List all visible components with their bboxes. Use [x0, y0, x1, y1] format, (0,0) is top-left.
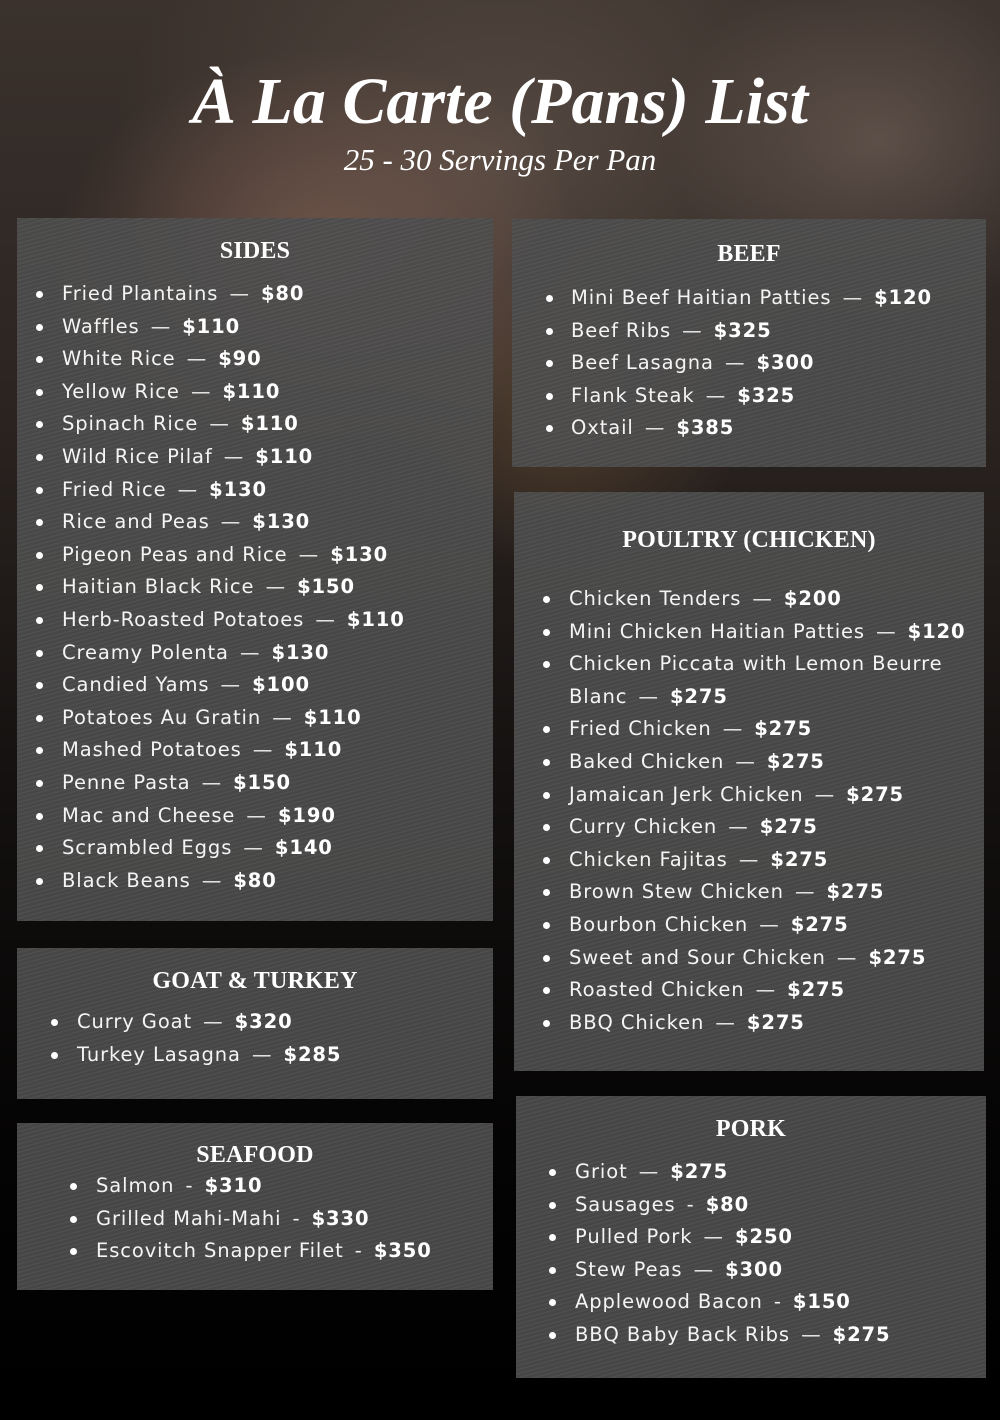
item-separator: —: [752, 587, 773, 610]
item-price: $80: [705, 1192, 750, 1216]
item-separator: -: [185, 1174, 194, 1197]
item-name: Sausages: [575, 1192, 676, 1216]
item-separator: —: [315, 607, 336, 631]
goat-turkey-panel: [17, 948, 493, 1099]
item-separator: —: [203, 1010, 224, 1033]
menu-list: [17, 278, 493, 897]
item-name: Rice and Peas: [62, 510, 210, 534]
menu-item: [17, 702, 493, 735]
item-name: Bourbon Chicken: [569, 912, 749, 936]
item-separator: —: [243, 836, 264, 860]
item-price: $300: [725, 1257, 783, 1281]
item-name: Jamaican Jerk Chicken: [569, 782, 804, 806]
item-price: $275: [754, 717, 813, 741]
item-separator: —: [715, 1010, 736, 1034]
menu-item: [17, 441, 493, 474]
item-name: Baked Chicken: [569, 749, 725, 773]
item-price: $110: [222, 379, 281, 403]
menu-item: [514, 942, 984, 975]
item-price: $325: [737, 383, 796, 407]
menu-item: [17, 1235, 493, 1268]
item-name: Chicken Tenders: [569, 587, 742, 610]
item-separator: —: [150, 314, 172, 338]
item-name: Mini Chicken Haitian Patties: [569, 619, 865, 643]
item-price: $130: [271, 640, 330, 664]
item-name: BBQ Baby Back Ribs: [575, 1322, 790, 1346]
section-title: BEEF: [717, 241, 781, 267]
item-name: Griot: [575, 1160, 628, 1183]
item-price: $275: [832, 1322, 891, 1346]
menu-item: [17, 376, 493, 409]
seafood-panel: [17, 1123, 493, 1290]
menu-item: [17, 408, 493, 441]
item-name: Fried Plantains: [62, 282, 219, 305]
item-name: Roasted Chicken: [569, 978, 745, 1002]
section-title: SEAFOOD: [196, 1142, 314, 1168]
item-name: Scrambled Eggs: [62, 836, 233, 860]
item-name: Yellow Rice: [62, 379, 180, 403]
item-separator: —: [223, 444, 245, 468]
item-name: Pulled Pork: [575, 1225, 693, 1249]
item-price: $80: [233, 868, 277, 892]
item-name: Pigeon Peas and Rice: [62, 542, 288, 566]
item-price: $110: [346, 607, 405, 631]
item-price: $150: [233, 770, 291, 794]
item-separator: —: [229, 282, 250, 305]
item-price: $275: [759, 815, 818, 839]
menu-item: [514, 648, 984, 713]
menu-item: [514, 876, 984, 909]
menu-item: [516, 1319, 986, 1352]
item-separator: —: [186, 347, 208, 371]
menu-item: [514, 616, 984, 649]
item-name: Potatoes Au Gratin: [62, 705, 262, 729]
section-title: GOAT & TURKEY: [152, 968, 358, 994]
item-separator: —: [801, 1322, 822, 1346]
item-separator: —: [638, 1160, 660, 1183]
item-separator: —: [814, 782, 836, 806]
menu-item: [17, 865, 493, 898]
item-price: $110: [303, 705, 362, 729]
menu-item: [514, 779, 984, 812]
menu-item: [17, 832, 493, 865]
menu-item: [17, 506, 493, 539]
item-name: Escovitch Snapper Filet: [96, 1239, 344, 1263]
item-price: $275: [787, 978, 845, 1002]
menu-list: [17, 1170, 493, 1268]
menu-item: [17, 767, 493, 800]
menu-item: [514, 583, 984, 616]
menu-item: [516, 1156, 986, 1189]
item-price: $275: [669, 684, 728, 708]
item-separator: —: [272, 705, 293, 729]
item-separator: —: [703, 1225, 724, 1249]
item-price: $200: [783, 587, 842, 610]
item-separator: —: [190, 379, 212, 403]
item-price: $130: [252, 510, 311, 534]
item-price: $275: [670, 1160, 729, 1183]
menu-item: [17, 734, 493, 767]
item-price: $275: [766, 749, 825, 773]
menu-item: [516, 1189, 986, 1222]
item-name: Salmon: [96, 1174, 175, 1197]
page-subtitle: 25 - 30 Servings Per Pan: [343, 142, 657, 177]
item-separator: —: [201, 770, 222, 794]
poultry-panel: [514, 492, 984, 1071]
menu-item: [514, 974, 984, 1007]
item-name: Candied Yams: [62, 673, 210, 697]
item-price: $110: [284, 738, 343, 762]
item-separator: -: [773, 1290, 782, 1314]
menu-item: [17, 311, 493, 344]
item-separator: —: [644, 416, 666, 440]
item-price: $150: [297, 575, 355, 599]
item-price: $350: [373, 1239, 432, 1263]
item-name: Black Beans: [62, 868, 191, 892]
item-price: $100: [252, 673, 310, 697]
menu-item: [516, 1221, 986, 1254]
sides-panel: [17, 218, 493, 921]
item-name: BBQ Chicken: [569, 1010, 705, 1034]
menu-item: [514, 909, 984, 942]
item-name: Mashed Potatoes: [62, 738, 242, 762]
menu-item: [17, 637, 493, 670]
menu-item: [512, 347, 986, 380]
item-name: Sweet and Sour Chicken: [569, 945, 826, 969]
item-separator: —: [265, 575, 286, 599]
item-separator: —: [705, 383, 727, 407]
page-title: À La Carte (Pans) List: [191, 65, 808, 138]
section-title: SIDES: [219, 238, 291, 264]
item-price: $110: [182, 314, 241, 338]
item-name: Creamy Polenta: [62, 640, 229, 664]
menu-list: [512, 282, 986, 445]
item-price: $385: [676, 416, 735, 440]
menu-header: [0, 62, 1000, 178]
menu-item: [17, 1006, 493, 1039]
item-name: White Rice: [62, 347, 176, 371]
menu-item: [17, 343, 493, 376]
menu-list: [514, 583, 984, 1039]
item-name: Grilled Mahi-Mahi: [96, 1206, 282, 1230]
item-price: $80: [260, 282, 305, 305]
item-price: $320: [234, 1010, 293, 1033]
item-separator: —: [755, 978, 777, 1002]
menu-item: [514, 1007, 984, 1040]
item-separator: —: [842, 286, 863, 309]
item-separator: -: [686, 1192, 695, 1216]
menu-item: [514, 811, 984, 844]
menu-item: [17, 604, 493, 637]
item-separator: —: [239, 640, 261, 664]
item-separator: —: [738, 847, 760, 871]
item-price: $310: [204, 1174, 263, 1197]
item-price: $190: [277, 803, 336, 827]
item-name: Applewood Bacon: [575, 1290, 763, 1314]
item-price: $250: [735, 1225, 793, 1249]
menu-item: [512, 380, 986, 413]
item-separator: —: [246, 803, 267, 827]
menu-item: [512, 282, 986, 315]
menu-item: [514, 844, 984, 877]
item-name: Flank Steak: [571, 383, 695, 407]
item-price: $90: [218, 347, 262, 371]
item-name: Turkey Lasagna: [77, 1042, 241, 1066]
item-price: $275: [746, 1010, 805, 1034]
menu-item: [17, 539, 493, 572]
item-separator: —: [220, 510, 242, 534]
menu-item: [17, 669, 493, 702]
menu-item: [516, 1254, 986, 1287]
item-separator: —: [251, 1042, 273, 1066]
item-price: $275: [770, 847, 829, 871]
item-separator: —: [177, 477, 199, 501]
item-name: Stew Peas: [575, 1257, 683, 1281]
item-separator: —: [722, 717, 744, 741]
item-separator: —: [876, 619, 897, 643]
item-separator: —: [252, 738, 274, 762]
item-separator: —: [794, 880, 816, 904]
menu-item: [512, 412, 986, 445]
item-name: Mini Beef Haitian Patties: [571, 286, 832, 309]
item-name: Haitian Black Rice: [62, 575, 255, 599]
item-price: $110: [240, 412, 299, 436]
item-name: Beef Lasagna: [571, 351, 714, 375]
item-price: $130: [330, 542, 389, 566]
item-separator: —: [220, 673, 241, 697]
item-name: Fried Rice: [62, 477, 167, 501]
item-separator: —: [735, 749, 756, 773]
menu-item: [17, 1203, 493, 1236]
menu-list: [17, 1006, 493, 1071]
menu-item: [17, 278, 493, 311]
item-name: Mac and Cheese: [62, 803, 236, 827]
item-name: Wild Rice Pilaf: [62, 444, 213, 468]
item-separator: —: [759, 912, 780, 936]
item-separator: —: [682, 318, 703, 342]
menu-item: [17, 1170, 493, 1203]
item-price: $275: [868, 945, 927, 969]
item-separator: —: [209, 412, 230, 436]
item-price: $150: [792, 1290, 851, 1314]
item-separator: -: [354, 1239, 363, 1263]
item-name: Penne Pasta: [62, 770, 191, 794]
item-separator: —: [638, 684, 659, 708]
item-price: $130: [209, 477, 267, 501]
menu-item: [17, 571, 493, 604]
item-price: $275: [826, 880, 885, 904]
item-price: $330: [311, 1206, 370, 1230]
item-price: $275: [846, 782, 905, 806]
item-separator: -: [292, 1206, 301, 1230]
menu-item: [17, 800, 493, 833]
item-name: Curry Goat: [77, 1010, 193, 1033]
item-name: Beef Ribs: [571, 318, 672, 342]
item-separator: —: [298, 542, 320, 566]
item-separator: —: [724, 351, 746, 375]
item-name: Herb-Roasted Potatoes: [62, 607, 305, 631]
item-price: $120: [874, 286, 932, 309]
item-name: Chicken Fajitas: [569, 847, 728, 871]
section-title: POULTRY (CHICKEN): [622, 527, 876, 553]
menu-list: [516, 1156, 986, 1352]
item-name: Chicken Piccata with Lemon Beurre Blanc: [569, 652, 943, 708]
beef-panel: [512, 219, 986, 467]
section-title: PORK: [715, 1116, 787, 1142]
item-name: Brown Stew Chicken: [569, 880, 784, 904]
item-price: $325: [713, 318, 772, 342]
item-price: $110: [255, 444, 314, 468]
item-name: Oxtail: [571, 416, 634, 440]
item-separator: —: [693, 1257, 714, 1281]
item-separator: —: [836, 945, 858, 969]
item-price: $140: [274, 836, 333, 860]
menu-item: [17, 474, 493, 507]
item-price: $120: [907, 619, 966, 643]
item-price: $285: [283, 1042, 342, 1066]
menu-item: [17, 1039, 493, 1072]
item-price: $275: [790, 912, 849, 936]
item-name: Fried Chicken: [569, 717, 712, 741]
item-price: $300: [756, 351, 815, 375]
menu-item: [514, 713, 984, 746]
item-separator: —: [201, 868, 223, 892]
menu-item: [512, 315, 986, 348]
item-name: Waffles: [62, 314, 140, 338]
item-name: Curry Chicken: [569, 815, 718, 839]
menu-item: [514, 746, 984, 779]
item-name: Spinach Rice: [62, 412, 199, 436]
item-separator: —: [728, 815, 749, 839]
menu-item: [516, 1286, 986, 1319]
pork-panel: [516, 1096, 986, 1378]
